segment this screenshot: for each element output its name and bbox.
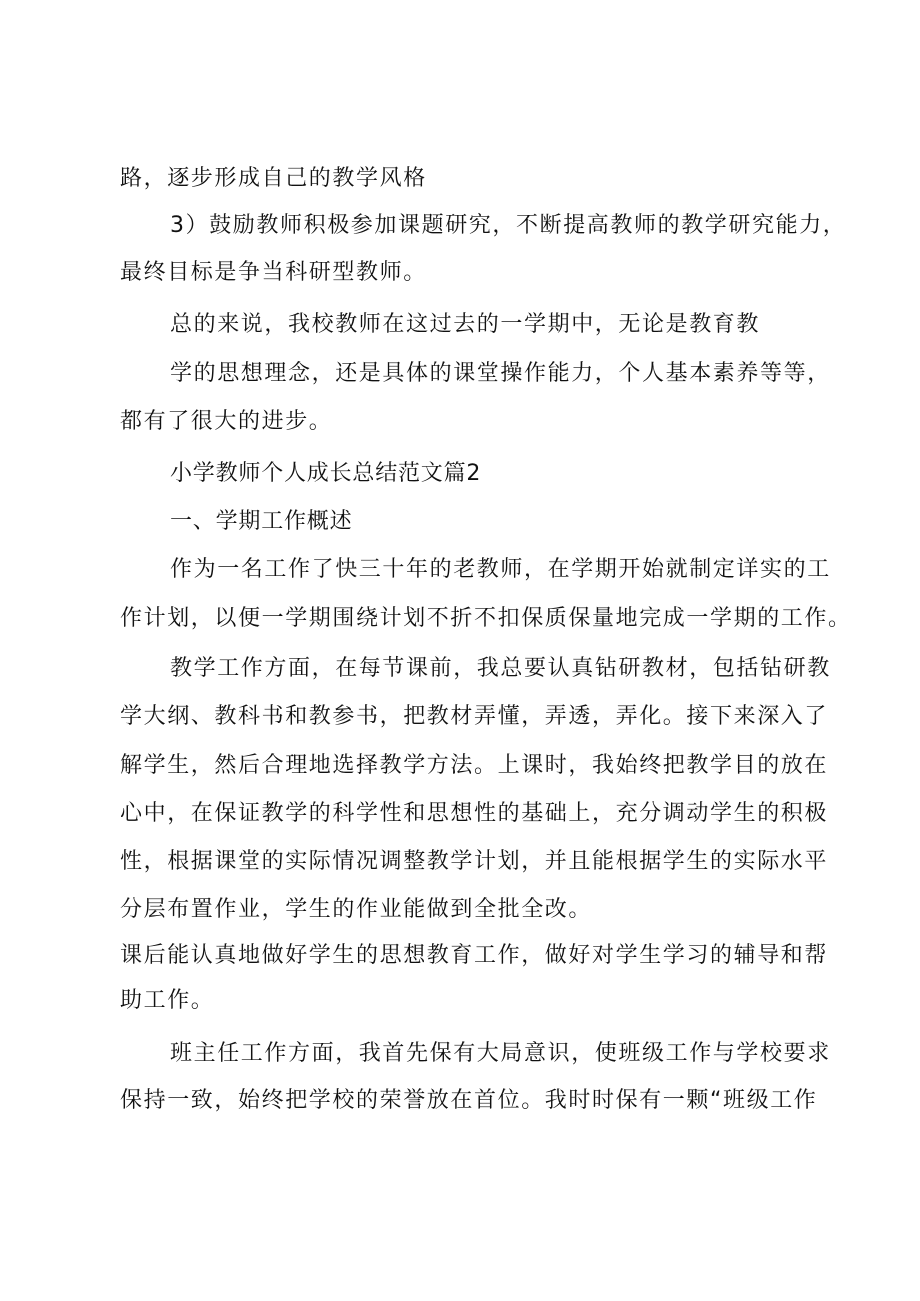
text-line: 班主任工作方面，我首先保有大局意识，使班级工作与学校要求	[170, 1041, 831, 1066]
text-line: 课后能认真地做好学生的思想教育工作，做好对学生学习的辅导和帮	[120, 943, 829, 968]
text-line: 助工作。	[120, 988, 215, 1013]
text-line: 学的思想理念，还是具体的课堂操作能力，个人基本素养等等，	[170, 361, 831, 386]
text-line: 心中，在保证教学的科学性和思想性的基础上，充分调动学生的积极	[120, 801, 829, 826]
section-title: 小学教师个人成长总结范文篇2	[170, 461, 482, 486]
text-line: 学大纲、教科书和教参书，把教材弄懂，弄透，弄化。接下来深入了	[120, 704, 829, 729]
text-line: 性，根据课堂的实际情况调整教学计划，并且能根据学生的实际水平	[120, 849, 829, 874]
text-line: 都有了很大的进步。	[120, 409, 333, 434]
text-line: 路，逐步形成自己的教学风格	[120, 166, 427, 191]
text-line: 解学生，然后合理地选择教学方法。上课时，我始终把教学目的放在	[120, 753, 829, 778]
text-line: 作为一名工作了快三十年的老教师，在学期开始就制定详实的工	[170, 557, 831, 582]
text-line: 3）鼓励教师积极参加课题研究，不断提高教师的教学研究能力，	[170, 213, 847, 238]
text-line: 保持一致，始终把学校的荣誉放在首位。我时时保有一颗“班级工作	[120, 1088, 818, 1113]
text-line: 总的来说，我校教师在这过去的一学期中，无论是教育教	[170, 312, 761, 337]
text-line: 作计划，以便一学期围绕计划不折不扣保质保量地完成一学期的工作。	[120, 606, 852, 631]
text-line: 最终目标是争当科研型教师。	[120, 260, 427, 285]
section-heading: 一、学期工作概述	[170, 509, 353, 534]
text-line: 教学工作方面，在每节课前，我总要认真钻研教材，包括钻研教	[170, 656, 831, 681]
text-line: 分层布置作业，学生的作业能做到全批全改。	[120, 897, 593, 922]
